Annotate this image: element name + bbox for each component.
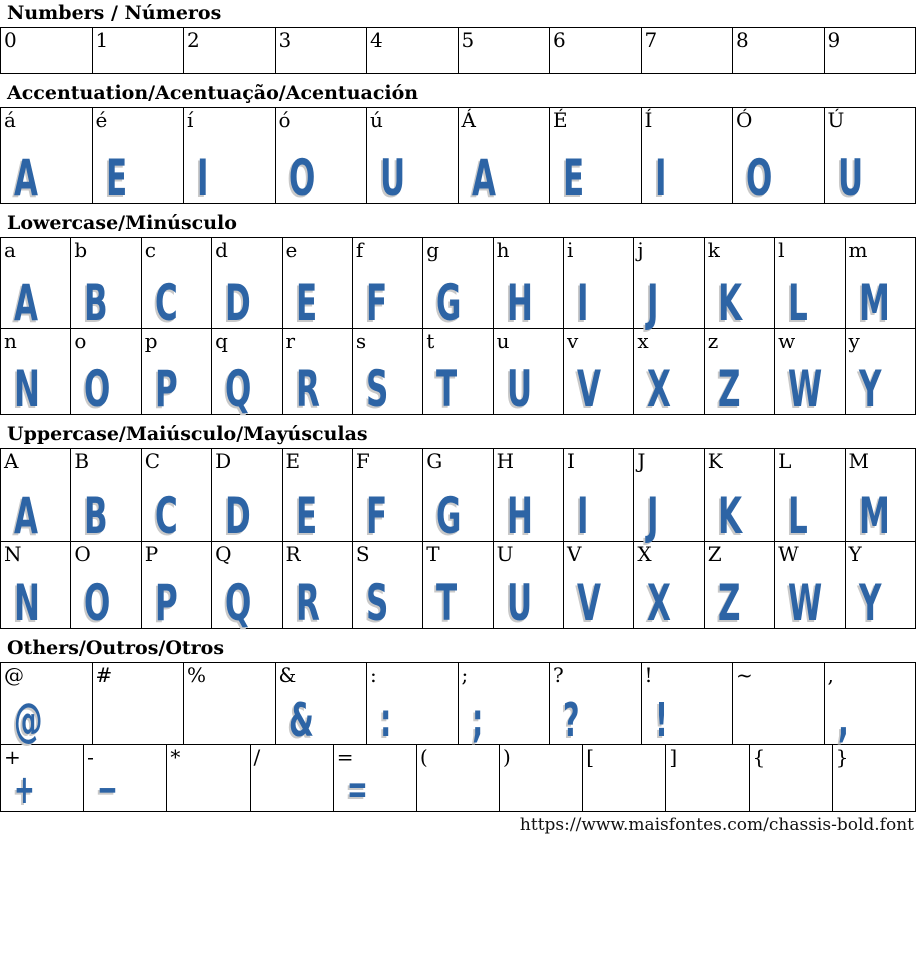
font-glyph: N — [14, 574, 40, 632]
char-cell — [1, 329, 71, 418]
char-label: ) — [503, 745, 511, 769]
char-cell — [141, 449, 211, 545]
char-cell — [824, 663, 916, 745]
font-glyph: U — [506, 360, 532, 418]
char-cell — [704, 542, 774, 632]
char-cell — [423, 542, 493, 632]
char-cell — [775, 449, 845, 545]
font-glyph: P — [154, 360, 178, 418]
font-glyph: O — [84, 574, 111, 632]
font-glyph: X — [647, 360, 672, 418]
table-row — [1, 28, 916, 74]
char-label: = — [336, 745, 354, 769]
char-cell — [641, 663, 733, 745]
font-glyph: I — [197, 149, 209, 207]
lowercase-table — [0, 237, 916, 418]
char-label: : — [370, 663, 377, 687]
others-row-1 — [0, 744, 916, 812]
char-label: O — [74, 542, 91, 566]
char-cell — [71, 238, 141, 332]
char-label: D — [215, 449, 232, 473]
char-cell — [275, 108, 367, 207]
char-cell — [367, 28, 459, 74]
char-cell — [212, 449, 282, 545]
char-label: 7 — [644, 28, 658, 52]
char-label: f — [355, 238, 364, 262]
font-glyph: Y — [858, 574, 881, 632]
uppercase-row-1 — [0, 541, 916, 632]
char-cell — [1, 28, 93, 74]
char-cell — [1, 108, 93, 207]
char-label: e — [285, 238, 298, 262]
char-label: z — [707, 329, 719, 353]
char-cell — [1, 663, 93, 745]
char-cell — [416, 745, 499, 812]
char-cell — [550, 28, 642, 74]
char-label: y — [848, 329, 860, 353]
char-cell — [141, 542, 211, 632]
font-glyph: & — [288, 693, 314, 747]
char-label: á — [4, 108, 16, 132]
accentuation-row-0 — [0, 107, 916, 207]
char-cell — [184, 663, 276, 745]
accentuation-table — [0, 107, 916, 207]
font-glyph: Z — [717, 574, 741, 632]
font-glyph: N — [14, 360, 40, 418]
char-label: 1 — [95, 28, 109, 52]
char-label: p — [144, 329, 158, 353]
font-glyph: Q — [225, 360, 252, 418]
font-glyph: O — [746, 149, 773, 207]
char-label: 0 — [4, 28, 17, 52]
char-label: q — [215, 329, 228, 353]
lowercase-row-1 — [0, 328, 916, 418]
char-label: P — [144, 542, 159, 566]
font-glyph: R — [295, 360, 320, 418]
char-label: Q — [215, 542, 232, 566]
section-title-numbers: Numbers / Números — [7, 2, 222, 24]
char-label: Z — [707, 542, 722, 566]
char-label: X — [637, 542, 652, 566]
font-glyph: H — [506, 274, 533, 332]
font-glyph: F — [365, 274, 388, 332]
char-cell — [352, 329, 422, 418]
char-label: V — [567, 542, 582, 566]
char-label: j — [637, 238, 644, 262]
char-cell — [423, 238, 493, 332]
others-table — [0, 662, 916, 812]
char-cell — [141, 238, 211, 332]
char-label: G — [426, 449, 443, 473]
section-title-uppercase: Uppercase/Maiúsculo/Mayúsculas — [7, 423, 368, 445]
char-label: n — [4, 329, 17, 353]
char-label: @ — [4, 663, 24, 687]
font-glyph: − — [97, 767, 118, 813]
char-cell — [250, 745, 333, 812]
numbers-row-0 — [0, 27, 916, 74]
font-glyph: T — [436, 360, 458, 418]
font-glyph: U — [837, 149, 863, 207]
char-label: B — [74, 449, 90, 473]
char-cell — [634, 238, 704, 332]
char-label: Á — [461, 108, 476, 132]
table-row — [1, 745, 916, 812]
char-label: s — [355, 329, 367, 353]
font-glyph: I — [577, 487, 589, 545]
font-glyph: I — [577, 274, 589, 332]
char-cell — [749, 745, 832, 812]
section-title-others: Others/Outros/Otros — [7, 637, 225, 659]
char-cell — [282, 238, 352, 332]
char-label: J — [637, 449, 646, 473]
table-row — [1, 329, 916, 415]
char-label: í — [187, 108, 194, 132]
char-label: Í — [644, 108, 653, 132]
char-cell — [845, 329, 916, 418]
char-label: 6 — [553, 28, 566, 52]
char-label: 8 — [736, 28, 749, 52]
char-label: c — [144, 238, 156, 262]
font-glyph: Z — [717, 360, 741, 418]
char-cell — [458, 663, 550, 745]
font-glyph: H — [506, 487, 533, 545]
font-glyph: V — [577, 574, 601, 632]
section-numbers — [0, 4, 916, 74]
char-label: t — [426, 329, 435, 353]
char-cell — [92, 28, 184, 74]
section-title-lowercase: Lowercase/Minúsculo — [7, 212, 237, 234]
char-label: i — [567, 238, 574, 262]
char-label: E — [285, 449, 301, 473]
char-label: } — [835, 745, 849, 769]
char-label: + — [4, 745, 21, 769]
char-cell — [845, 238, 916, 332]
char-cell — [275, 663, 367, 745]
char-cell — [458, 108, 550, 207]
font-glyph: F — [365, 487, 388, 545]
char-label: 3 — [278, 28, 292, 52]
char-label: ó — [278, 108, 291, 132]
char-cell — [845, 449, 916, 545]
char-label: É — [553, 108, 568, 132]
char-label: - — [87, 745, 94, 769]
char-cell — [550, 663, 642, 745]
font-glyph: C — [154, 487, 178, 545]
char-label: ] — [669, 745, 678, 769]
char-cell — [423, 449, 493, 545]
char-cell — [1, 449, 71, 545]
font-glyph: T — [436, 574, 458, 632]
section-title-accentuation: Accentuation/Acentuação/Acentuación — [7, 82, 419, 104]
font-glyph: M — [858, 274, 890, 332]
char-cell — [493, 542, 563, 632]
char-cell — [733, 663, 825, 745]
char-label: A — [4, 449, 19, 473]
table-row — [1, 663, 916, 745]
char-label: 2 — [187, 28, 200, 52]
char-cell — [634, 329, 704, 418]
char-cell — [184, 28, 276, 74]
char-cell — [333, 745, 416, 812]
char-cell — [352, 542, 422, 632]
char-label: T — [426, 542, 440, 566]
char-cell — [212, 238, 282, 332]
section-uppercase — [0, 423, 916, 632]
char-label: g — [426, 238, 440, 262]
lowercase-row-0 — [0, 237, 916, 332]
char-cell — [775, 542, 845, 632]
char-cell — [666, 745, 749, 812]
char-label: ? — [553, 663, 564, 687]
char-label: é — [95, 108, 108, 132]
char-cell — [564, 329, 634, 418]
char-cell — [367, 108, 459, 207]
font-glyph: ! — [654, 693, 668, 747]
font-glyph: A — [14, 487, 38, 545]
char-cell — [212, 329, 282, 418]
char-label: o — [74, 329, 87, 353]
char-label: ! — [644, 663, 653, 687]
font-glyph: ? — [563, 693, 580, 747]
char-cell — [71, 329, 141, 418]
char-label: # — [95, 663, 113, 687]
section-lowercase — [0, 212, 916, 418]
font-glyph: , — [837, 693, 849, 747]
font-glyph: C — [154, 274, 178, 332]
font-glyph: ; — [471, 693, 483, 747]
font-glyph: G — [436, 274, 462, 332]
font-glyph: B — [84, 274, 109, 332]
char-cell — [550, 108, 642, 207]
font-glyph: = — [346, 767, 368, 813]
char-cell — [564, 542, 634, 632]
char-cell — [493, 449, 563, 545]
others-row-0 — [0, 662, 916, 745]
char-cell — [352, 449, 422, 545]
char-cell — [641, 108, 733, 207]
char-cell — [167, 745, 250, 812]
font-glyph: A — [14, 149, 38, 207]
font-glyph: + — [14, 767, 35, 813]
font-glyph: P — [154, 574, 178, 632]
char-cell — [564, 238, 634, 332]
char-cell — [775, 329, 845, 418]
font-glyph: Y — [858, 360, 881, 418]
char-cell — [1, 238, 71, 332]
char-label: C — [144, 449, 161, 473]
char-label: u — [496, 329, 510, 353]
font-glyph: A — [471, 149, 496, 207]
char-cell — [704, 329, 774, 418]
font-glyph: L — [788, 274, 808, 332]
char-cell — [1, 542, 71, 632]
char-cell — [824, 28, 916, 74]
char-label: * — [170, 745, 181, 769]
font-glyph: J — [647, 487, 659, 545]
char-cell — [832, 745, 915, 812]
char-label: d — [215, 238, 228, 262]
char-label: l — [778, 238, 785, 262]
char-label: { — [752, 745, 766, 769]
char-label: [ — [586, 745, 595, 769]
font-glyph: R — [295, 574, 320, 632]
char-label: ú — [370, 108, 383, 132]
char-cell — [704, 238, 774, 332]
char-cell — [282, 449, 352, 545]
char-cell — [845, 542, 916, 632]
font-glyph: O — [84, 360, 111, 418]
char-cell — [1, 745, 84, 812]
font-glyph: V — [577, 360, 601, 418]
char-label: M — [848, 449, 869, 473]
char-label: 4 — [370, 28, 383, 52]
char-label: ~ — [736, 663, 753, 687]
char-cell — [493, 238, 563, 332]
char-label: b — [74, 238, 88, 262]
char-label: w — [778, 329, 796, 353]
char-cell — [564, 449, 634, 545]
char-label: ( — [419, 745, 428, 769]
char-label: % — [187, 663, 207, 687]
font-glyph: W — [788, 574, 823, 632]
char-label: N — [4, 542, 22, 566]
char-label: k — [707, 238, 720, 262]
char-label: m — [848, 238, 868, 262]
font-glyph: E — [295, 487, 317, 545]
font-glyph: L — [788, 487, 808, 545]
font-glyph: O — [288, 149, 315, 207]
char-cell — [634, 449, 704, 545]
char-cell — [824, 108, 916, 207]
char-cell — [367, 663, 459, 745]
font-glyph: M — [858, 487, 890, 545]
char-label: r — [285, 329, 296, 353]
font-glyph: J — [647, 274, 659, 332]
char-label: v — [567, 329, 579, 353]
char-label: S — [355, 542, 370, 566]
font-glyph: E — [563, 149, 585, 207]
char-cell — [634, 542, 704, 632]
char-cell — [352, 238, 422, 332]
uppercase-table — [0, 448, 916, 632]
char-label: L — [778, 449, 792, 473]
char-cell — [275, 28, 367, 74]
font-glyph: E — [105, 149, 127, 207]
font-glyph: A — [14, 274, 38, 332]
char-label: K — [707, 449, 723, 473]
section-accentuation — [0, 82, 916, 207]
char-label: 9 — [827, 28, 841, 52]
char-cell — [641, 28, 733, 74]
char-cell — [71, 449, 141, 545]
char-label: & — [278, 663, 297, 687]
char-label: W — [778, 542, 799, 566]
numbers-table — [0, 27, 916, 74]
font-specimen-page — [0, 4, 916, 979]
font-glyph: @ — [14, 693, 43, 747]
char-cell — [141, 329, 211, 418]
char-label: a — [4, 238, 16, 262]
char-label: H — [496, 449, 515, 473]
char-cell — [704, 449, 774, 545]
font-glyph: D — [225, 487, 251, 545]
char-label: h — [496, 238, 510, 262]
char-cell — [493, 329, 563, 418]
uppercase-row-0 — [0, 448, 916, 545]
font-glyph: K — [717, 487, 742, 545]
font-glyph: U — [506, 574, 532, 632]
char-label: ; — [461, 663, 469, 687]
char-cell — [500, 745, 583, 812]
char-cell — [184, 108, 276, 207]
font-glyph: E — [295, 274, 317, 332]
font-glyph: B — [84, 487, 109, 545]
table-row — [1, 108, 916, 204]
char-cell — [84, 745, 167, 812]
char-label: U — [496, 542, 514, 566]
font-glyph: X — [647, 574, 672, 632]
char-label: / — [253, 745, 261, 769]
table-row — [1, 238, 916, 329]
table-row — [1, 449, 916, 542]
footer-url: https://www.maisfontes.com/chassis-bold.font — [519, 815, 914, 835]
font-glyph: G — [436, 487, 462, 545]
char-label: x — [637, 329, 649, 353]
table-row — [1, 542, 916, 629]
char-cell — [92, 663, 184, 745]
font-glyph: I — [654, 149, 667, 207]
font-glyph: U — [380, 149, 406, 207]
char-label: Y — [848, 542, 862, 566]
font-glyph: S — [365, 574, 389, 632]
font-glyph: S — [365, 360, 389, 418]
char-cell — [733, 108, 825, 207]
char-cell — [583, 745, 666, 812]
char-cell — [212, 542, 282, 632]
font-glyph: D — [225, 274, 251, 332]
char-label: R — [285, 542, 301, 566]
font-glyph: W — [788, 360, 823, 418]
char-cell — [282, 542, 352, 632]
font-glyph: Q — [225, 574, 252, 632]
char-label: 5 — [461, 28, 475, 52]
char-label: I — [567, 449, 575, 473]
char-label: Ú — [827, 108, 845, 132]
font-glyph: K — [717, 274, 742, 332]
char-label: F — [355, 449, 370, 473]
char-cell — [92, 108, 184, 207]
char-cell — [458, 28, 550, 74]
char-cell — [282, 329, 352, 418]
char-cell — [775, 238, 845, 332]
char-label: Ó — [736, 108, 753, 132]
char-label: , — [827, 663, 834, 687]
char-cell — [733, 28, 825, 74]
char-cell — [423, 329, 493, 418]
font-glyph: : — [380, 693, 392, 747]
char-cell — [71, 542, 141, 632]
section-others — [0, 639, 916, 812]
